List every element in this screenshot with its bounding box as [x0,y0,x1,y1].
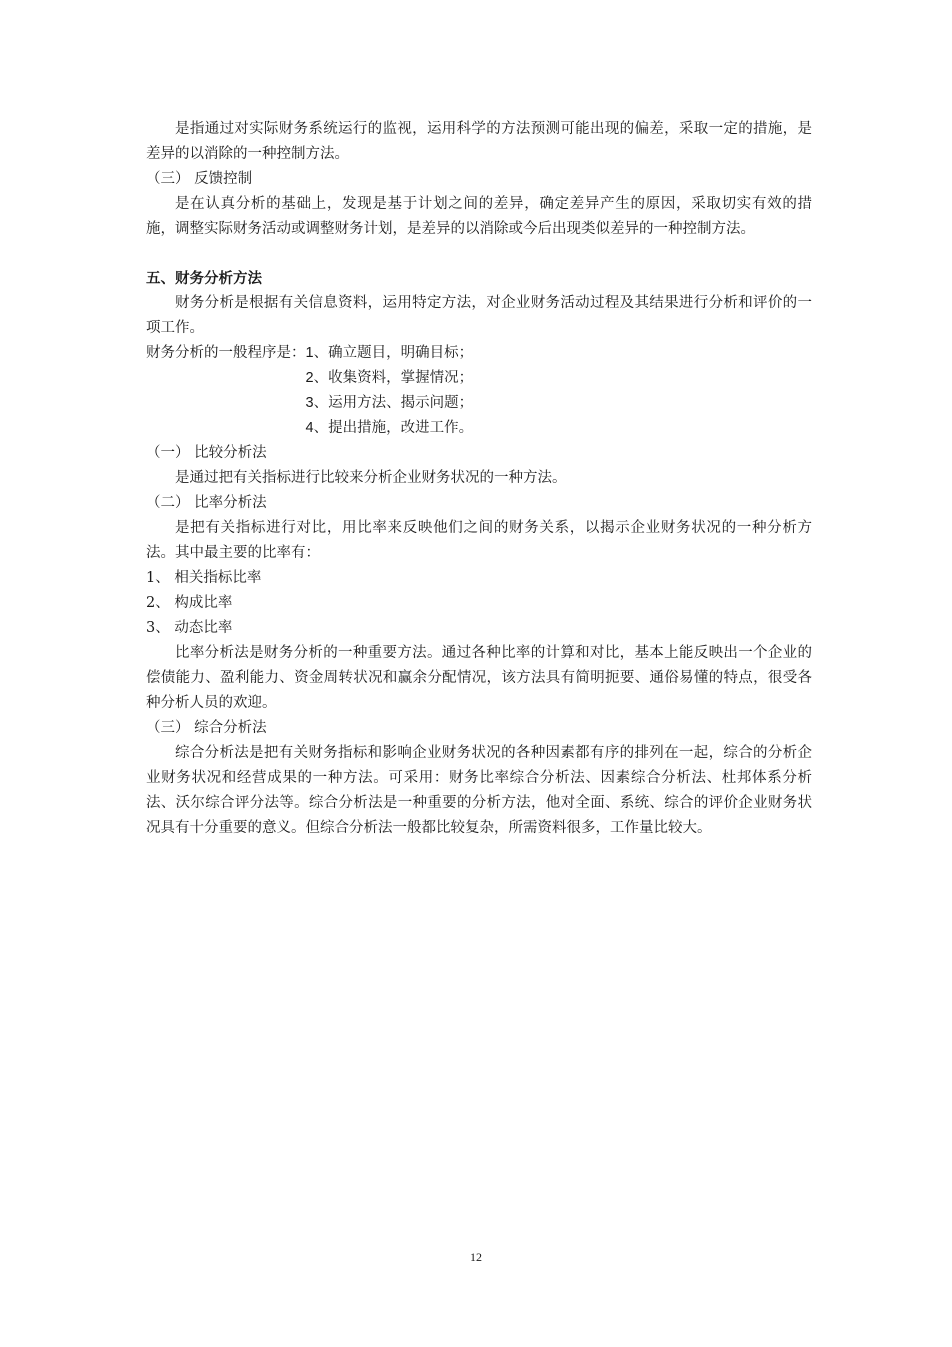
paragraph-ratio-analysis-summary: 比率分析法是财务分析的一种重要方法。通过各种比率的计算和对比，基本上能反映出一个企业的偿债能力、盈利能力、资金周转状况和赢余分配情况，该方法具有简明扼要、通俗易懂的特点，很受各种分析人员的欢迎。 [146,645,812,711]
procedure-step: 4、提出措施，改进工作。 [305,420,474,436]
ratio-item-dynamic: 3、 动态比率 [146,620,233,636]
procedure-step: 3、运用方法、揭示问题； [305,395,474,411]
paragraph-ratio-analysis: 是把有关指标进行对比，用比率来反映他们之间的财务关系，以揭示企业财务状况的一种分析方法。其中最主要的比率有： [146,520,812,561]
procedure-step: 1、确立题目，明确目标； [305,345,474,361]
procedure-step: 2、收集资料，掌握情况； [305,370,474,386]
ratio-item-composition: 2、 构成比率 [146,595,233,611]
subheading-feedback-control: （三） 反馈控制 [146,171,253,187]
subheading-comparison-analysis: （一） 比较分析法 [146,445,267,461]
section-heading-financial-analysis: 五、财务分析方法 [146,270,262,287]
paragraph-comparison-analysis: 是通过把有关指标进行比较来分析企业财务状况的一种方法。 [175,470,567,486]
paragraph-feedback-definition: 是在认真分析的基础上，发现是基于计划之间的差异，确定差异产生的原因，采取切实有效的措施，调整实际财务活动或调整财务计划，是差异的以消除或今后出现类似差异的一种控制方法。 [146,196,812,237]
ratio-item-related: 1、 相关指标比率 [146,570,262,586]
procedure-block [146,341,812,441]
paragraph-feedforward-definition: 是指通过对实际财务系统运行的监视，运用科学的方法预测可能出现的偏差，采取一定的措施，是差异的以消除的一种控制方法。 [146,121,812,162]
page-number: 12 [470,1250,482,1264]
subheading-comprehensive-analysis: （三） 综合分析法 [146,720,267,736]
subheading-ratio-analysis: （二） 比率分析法 [146,495,267,511]
paragraph-financial-analysis-definition: 财务分析是根据有关信息资料，运用特定方法，对企业财务活动过程及其结果进行分析和评价的一项工作。 [146,295,812,336]
paragraph-comprehensive-analysis: 综合分析法是把有关财务指标和影响企业财务状况的各种因素都有序的排列在一起，综合的分析企业财务状况和经营成果的一种方法。可采用：财务比率综合分析法、因素综合分析法、杜邦体系分析法、沃尔综合评分法等。综合分析法是一种重要的分析方法，他对全面、系统、综合的评价企业财务状况具有十分重要的意义。但综合分析法一般都比较复杂，所需资料很多，工作量比较大。 [146,745,812,836]
page-body [146,117,812,841]
procedure-label: 财务分析的一般程序是： [146,345,306,361]
procedure-steps [306,341,474,441]
